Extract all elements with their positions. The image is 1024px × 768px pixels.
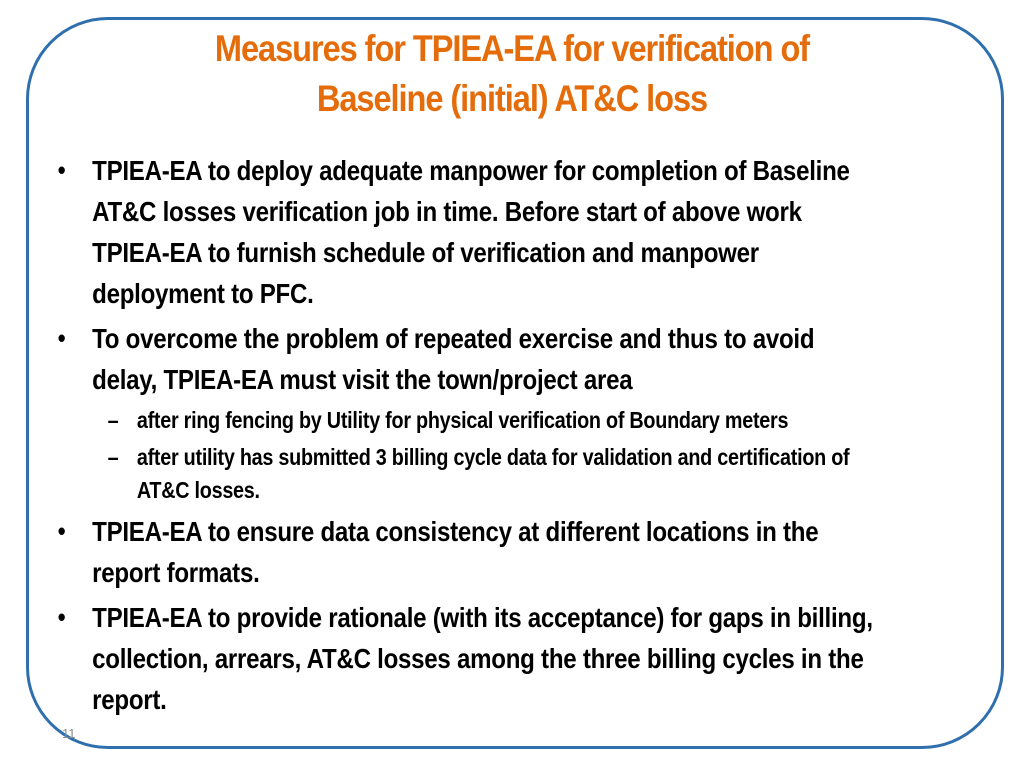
sub-bullet-text: after ring fencing by Utility for physical verification of Boundary meters [136, 407, 789, 433]
slide-title [114, 24, 910, 124]
bullet-text: TPIEA-EA to provide rationale (with its acceptance) for gaps in billing, collection, arrears, AT&C losses among the three billing cycles in the report. [92, 602, 873, 715]
bullet-item [56, 511, 882, 593]
bullet-text: To overcome the problem of repeated exercise and thus to avoid delay, TPIEA-EA must visit the town/project area [92, 323, 815, 395]
bullet-icon: • [57, 323, 66, 353]
bullet-icon: • [57, 602, 66, 632]
bullet-icon: • [57, 155, 66, 185]
title-line-2: Baseline (initial) AT&C loss [316, 78, 708, 119]
bullet-text: TPIEA-EA to deploy adequate manpower for completion of Baseline AT&C losses verification job in time. Before start of above work TPIEA-EA to furnish schedule of verification and manpower deployment to PFC. [92, 155, 850, 309]
dash-icon: – [107, 407, 119, 433]
dash-icon: – [107, 444, 119, 470]
sub-bullet-item [56, 404, 882, 437]
bullet-list [56, 150, 882, 724]
bullet-item [56, 150, 882, 314]
page-number: 11 [62, 726, 76, 741]
title-line-1: Measures for TPIEA-EA for verification of [214, 28, 810, 69]
bullet-item [56, 318, 882, 400]
bullet-icon: • [57, 516, 66, 546]
bullet-text: TPIEA-EA to ensure data consistency at different locations in the report formats. [92, 516, 819, 588]
sub-bullet-text: after utility has submitted 3 billing cycle data for validation and certification of AT&C losses. [136, 444, 850, 503]
sub-bullet-item [56, 441, 882, 507]
bullet-item [56, 597, 882, 720]
